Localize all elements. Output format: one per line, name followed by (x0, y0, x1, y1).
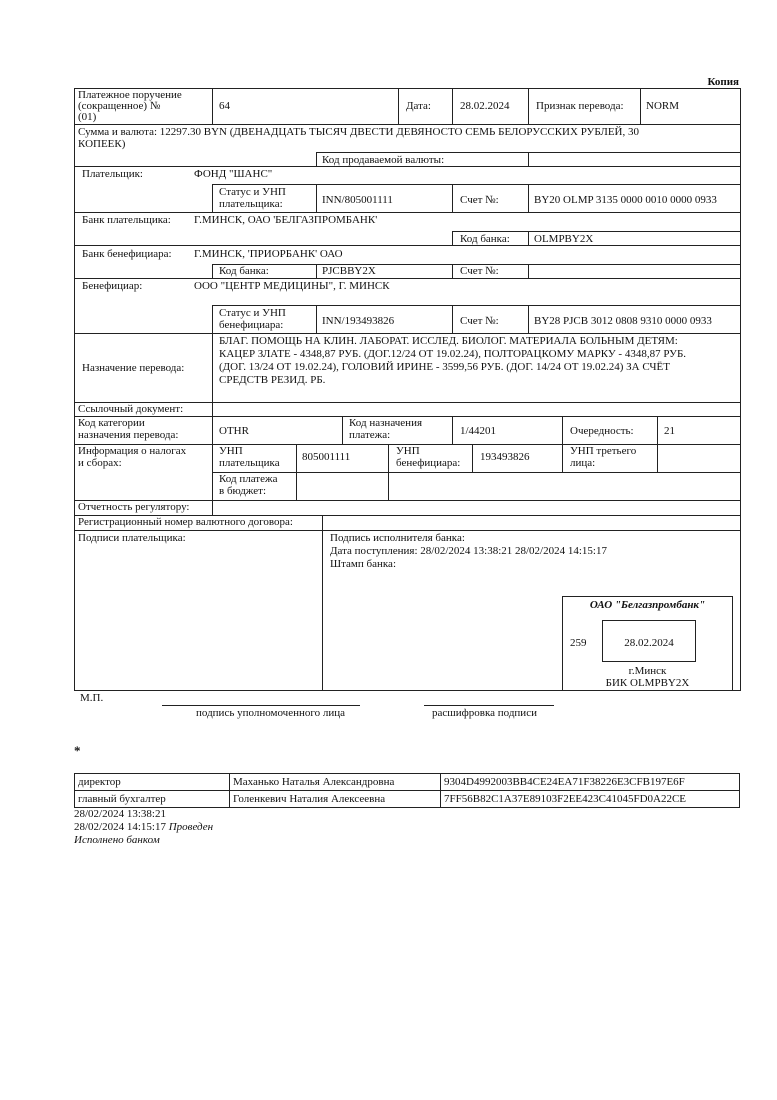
contract-label: Регистрационный номер валютного договора: (78, 516, 293, 528)
log-line-2-time: 28/02/2024 14:15:17 (74, 821, 166, 833)
signature-decoding-caption: расшифровка подписи (432, 707, 537, 719)
budget-code-label-1: Код платежа (219, 473, 278, 485)
budget-code-label-2: в бюджет: (219, 485, 266, 497)
payer-bank-name: Г.МИНСК, ОАО 'БЕЛГАЗПРОМБАНК' (194, 214, 378, 226)
category-value: OTHR (219, 425, 249, 437)
beneficiary-bank-account-label: Счет №: (460, 265, 499, 277)
payer-account: BY20 OLMP 3135 0000 0010 0000 0933 (534, 194, 717, 206)
stamp-code: 259 (570, 637, 587, 649)
beneficiary-bank-code: PJCBBY2X (322, 265, 376, 277)
payer-unp-label-1: УНП (219, 445, 243, 457)
payer-bank-label: Банк плательщика: (82, 214, 171, 226)
purpose-line1: БЛАГ. ПОМОЩЬ НА КЛИН. ЛАБОРАТ. ИССЛЕД. БИОЛОГ. МАТЕРИАЛА БОЛЬНЫМ ДЕТЯМ: (219, 335, 678, 347)
payer-status-label-2: плательщика: (219, 198, 283, 210)
log-line-2 (74, 822, 213, 833)
stamp-bank-name: ОАО "Белгазпромбанк" (589, 599, 706, 611)
order-title-line3: (01) (78, 111, 97, 123)
beneficiary-bank-code-label: Код банка: (219, 265, 269, 277)
third-party-unp-label-1: УНП третьего (570, 445, 637, 457)
purpose-line3: (ДОГ. 13/24 ОТ 19.02.24), ГОЛОВИЙ ИРИНЕ - 3599,56 РУБ. (ДОГ. 14/24 ОТ 19.02.24) ЗА СЧЁТ (219, 361, 670, 373)
signer-name: Голенкевич Наталия Алексеевна (230, 791, 441, 808)
category-label-2: назначения перевода: (78, 429, 179, 441)
regulator-label: Отчетность регулятору: (78, 501, 190, 513)
beneficiary-label: Бенефициар: (82, 280, 143, 292)
signer-role: директор (75, 774, 230, 791)
order-title-line2: (сокращенное) № (78, 100, 161, 112)
category-label-1: Код категории (78, 417, 145, 429)
signer-hash: 7FF56B82C1A37E89103F2EE423C41045FD0A22CE (441, 791, 740, 808)
beneficiary-status-label-2: бенефициара: (219, 319, 284, 331)
payment-code-label-1: Код назначения (349, 417, 423, 429)
payer-bank-code-label: Код банка: (460, 233, 510, 245)
authorized-signature-caption: подпись уполномоченного лица (196, 707, 345, 719)
payment-code-value: 1/44201 (460, 425, 497, 437)
purpose-line2: КАЦЕР ЗЛАТЕ - 4348,87 РУБ. (ДОГ.12/24 ОТ 19.02.24), ПОЛТОРАЦКОМУ МАРКУ - 4348,87 РУБ. (219, 348, 687, 360)
payer-unp-label-2: плательщика (219, 457, 280, 469)
payer-name: ФОНД "ШАНС" (194, 168, 273, 180)
order-title-line1: Платежное поручение (78, 89, 182, 101)
third-party-unp-label-2: лица: (570, 457, 596, 469)
payer-account-label: Счет №: (460, 194, 499, 206)
asterisk-mark: * (74, 743, 81, 758)
payer-bank-code: OLMPBY2X (534, 233, 594, 245)
order-date: 28.02.2024 (460, 100, 510, 112)
purpose-label: Назначение перевода: (82, 362, 185, 374)
payer-label: Плательщик: (82, 168, 143, 180)
priority-label: Очередность: (570, 425, 634, 437)
payer-status-value: INN/805001111 (322, 194, 393, 206)
copy-label: Копия (707, 76, 739, 88)
beneficiary-bank-name: Г.МИНСК, 'ПРИОРБАНК' ОАО (194, 248, 343, 260)
order-date-label: Дата: (406, 100, 431, 112)
transfer-sign-value: NORM (646, 100, 680, 112)
payment-code-label-2: платежа: (349, 429, 391, 441)
purpose-line4: СРЕДСТВ РЕЗИД. РБ. (219, 374, 326, 386)
bank-executor-sign-label: Подпись исполнителя банка: (330, 532, 465, 544)
transfer-sign-label: Признак перевода: (536, 100, 624, 112)
beneficiary-unp-value: 193493826 (480, 451, 530, 463)
beneficiary-bank-label: Банк бенефициара: (82, 248, 172, 260)
beneficiary-account: BY28 PJCB 3012 0808 9310 0000 0933 (534, 315, 712, 327)
receipt-date-label: Дата поступления: 28/02/2024 13:38:21 28/02/2024 14:15:17 (330, 545, 607, 557)
log-line-2-status: Проведен (168, 821, 214, 833)
beneficiary-unp-label-1: УНП (396, 445, 420, 457)
bank-stamp-label: Штамп банка: (330, 558, 396, 570)
signer-role: главный бухгалтер (75, 791, 230, 808)
taxes-label-2: и сборах: (78, 457, 122, 469)
priority-value: 21 (664, 425, 675, 437)
signer-name: Маханько Наталья Александровна (230, 774, 441, 791)
order-number: 64 (219, 100, 230, 112)
reference-doc-label: Ссылочный документ: (78, 403, 184, 415)
stamp-date: 28.02.2024 (624, 637, 674, 649)
payer-status-label-1: Статус и УНП (219, 186, 286, 198)
payer-unp-value: 805001111 (302, 451, 351, 463)
sold-currency-label: Код продаваемой валюты: (322, 154, 445, 166)
beneficiary-unp-label-2: бенефициара: (396, 457, 461, 469)
signer-hash: 9304D4992003BB4CE24EA71F38226E3CFB197E6F (441, 774, 740, 791)
amount-line2: КОПЕЕК) (78, 138, 126, 150)
beneficiary-status-value: INN/193493826 (322, 315, 395, 327)
beneficiary-status-label-1: Статус и УНП (219, 307, 286, 319)
payer-signatures-label: Подписи плательщика: (78, 532, 186, 544)
table-row (75, 774, 740, 791)
log-line-3: Исполнено банком (74, 834, 160, 846)
beneficiary-account-label: Счет №: (460, 315, 499, 327)
seal-place-label: М.П. (80, 692, 104, 704)
stamp-city: г.Минск (628, 665, 667, 677)
electronic-signers-table (74, 773, 740, 808)
taxes-label-1: Информация о налогах (78, 445, 187, 457)
table-row (75, 791, 740, 808)
beneficiary-name: ООО "ЦЕНТР МЕДИЦИНЫ", Г. МИНСК (194, 280, 390, 292)
log-line-1: 28/02/2024 13:38:21 (74, 808, 166, 820)
amount-line1: Сумма и валюта: 12297.30 BYN (ДВЕНАДЦАТЬ ТЫСЯЧ ДВЕСТИ ДЕВЯНОСТО СЕМЬ БЕЛОРУССКИХ РУБЛЕЙ, 30 (78, 126, 639, 138)
stamp-bic: БИК OLMPBY2X (605, 677, 690, 689)
